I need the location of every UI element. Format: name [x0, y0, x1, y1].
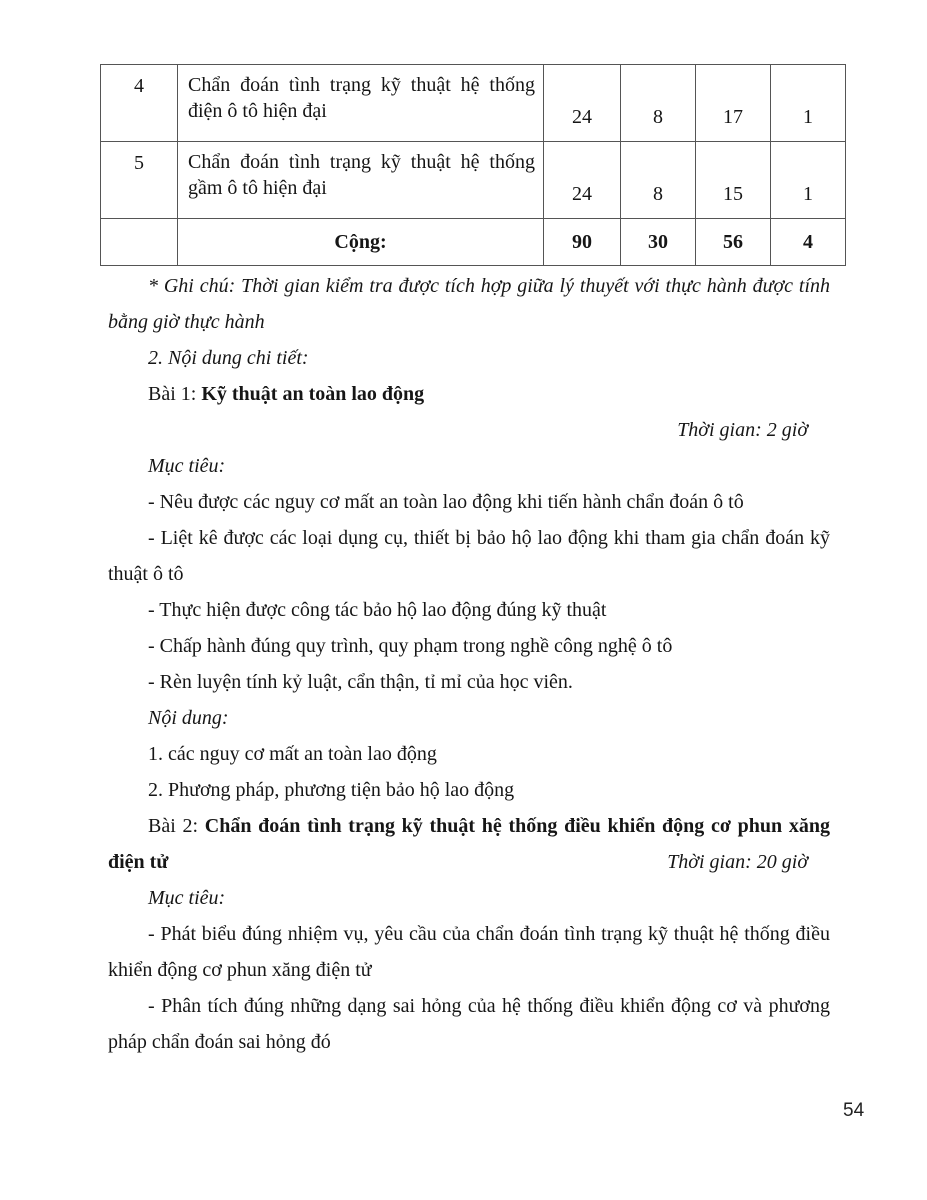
lesson1-title: Kỹ thuật an toàn lao động — [201, 383, 425, 405]
lesson1-content-item: 2. Phương pháp, phương tiện bảo hộ lao động — [148, 779, 515, 801]
lesson2-title: Chẩn đoán tình trạng kỹ thuật hệ thống điều khiển động cơ phun xăng điện tử — [108, 815, 830, 873]
row-total-hours-cell: 24 — [544, 65, 621, 142]
lesson2-objective: - Phát biểu đúng nhiệm vụ, yêu cầu của chẩn đoán tình trạng kỹ thuật hệ thống điều khiển động cơ phun xăng điện tử — [108, 923, 830, 981]
row-number-cell: 5 — [101, 142, 178, 219]
row-title-cell: Chẩn đoán tình trạng kỹ thuật hệ thống điện ô tô hiện đại — [178, 65, 544, 142]
curriculum-table — [100, 64, 846, 266]
total-test-cell: 4 — [771, 219, 846, 266]
lesson2-heading — [108, 808, 830, 880]
lesson1-heading — [108, 376, 830, 412]
row-total-hours-cell: 24 — [544, 142, 621, 219]
lesson2-objective: - Phân tích đúng những dạng sai hỏng của hệ thống điều khiển động cơ và phương pháp chẩn đoán sai hỏng đó — [108, 995, 830, 1053]
page-number: 54 — [843, 1100, 865, 1121]
total-practice-cell: 56 — [696, 219, 771, 266]
total-label-cell: Cộng: — [178, 219, 544, 266]
lesson1-objective: - Thực hiện được công tác bảo hộ lao động đúng kỹ thuật — [148, 599, 607, 621]
total-theory-cell: 30 — [621, 219, 696, 266]
document-body — [108, 268, 830, 1060]
lesson1-objectives-label: Mục tiêu: — [148, 455, 226, 477]
lesson2-prefix: Bài 2: — [148, 815, 205, 837]
row-test-hours-cell: 1 — [771, 142, 846, 219]
total-hours-cell: 90 — [544, 219, 621, 266]
row-practice-hours-cell: 17 — [696, 65, 771, 142]
note-paragraph: * Ghi chú: Thời gian kiểm tra được tích hợp giữa lý thuyết với thực hành được tính bằng giờ thực hành — [108, 275, 830, 333]
lesson1-prefix: Bài 1: — [148, 383, 202, 405]
table-row — [101, 142, 846, 219]
row-theory-hours-cell: 8 — [621, 65, 696, 142]
lesson2-duration: Thời gian: 20 giờ — [667, 851, 808, 873]
lesson1-duration: Thời gian: 2 giờ — [677, 419, 808, 441]
lesson1-objective: - Rèn luyện tính kỷ luật, cẩn thận, tỉ mỉ của học viên. — [148, 671, 573, 693]
row-theory-hours-cell: 8 — [621, 142, 696, 219]
table-row — [101, 65, 846, 142]
lesson1-objective: - Nêu được các nguy cơ mất an toàn lao động khi tiến hành chẩn đoán ô tô — [148, 491, 744, 513]
lesson2-objectives-label: Mục tiêu: — [148, 887, 226, 909]
lesson1-objective: - Chấp hành đúng quy trình, quy phạm trong nghề công nghệ ô tô — [148, 635, 673, 657]
section-heading: 2. Nội dung chi tiết: — [148, 347, 309, 369]
row-title-cell: Chẩn đoán tình trạng kỹ thuật hệ thống gầm ô tô hiện đại — [178, 142, 544, 219]
row-test-hours-cell: 1 — [771, 65, 846, 142]
row-number-cell: 4 — [101, 65, 178, 142]
empty-cell — [101, 219, 178, 266]
lesson1-content-label: Nội dung: — [148, 707, 229, 729]
lesson1-content-item: 1. các nguy cơ mất an toàn lao động — [148, 743, 437, 765]
lesson1-objective: - Liệt kê được các loại dụng cụ, thiết bị bảo hộ lao động khi tham gia chẩn đoán kỹ thuật ô tô — [108, 527, 830, 585]
row-practice-hours-cell: 15 — [696, 142, 771, 219]
table-total-row — [101, 219, 846, 266]
